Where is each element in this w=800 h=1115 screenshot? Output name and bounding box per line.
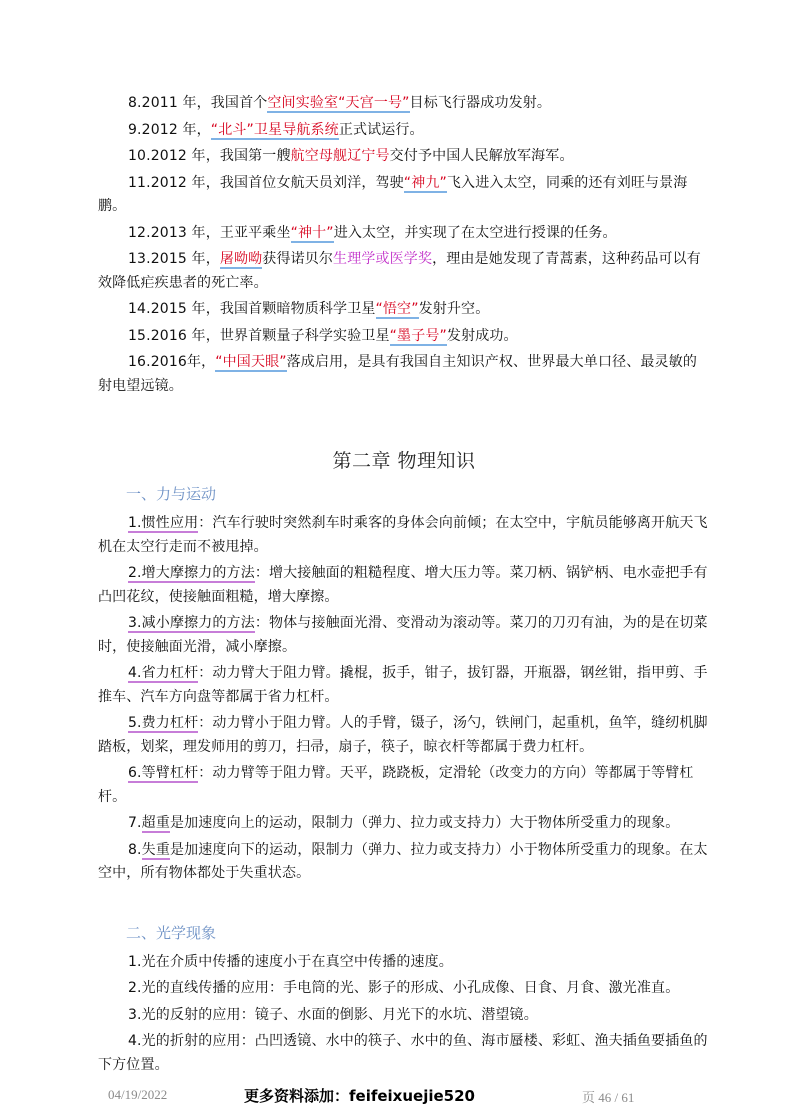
paragraph-m7 <box>98 812 710 836</box>
paragraph-m4 <box>98 662 710 709</box>
highlight-text: “天宫一号” <box>338 95 410 111</box>
text-segment: 交付予中国人民解放军海军。 <box>389 148 574 164</box>
paragraph-m1 <box>98 512 710 559</box>
highlight-text: 3.减小摩擦力的方法 <box>128 615 255 631</box>
highlight-text: 生理学或医学奖 <box>333 251 433 267</box>
highlight-text: 空间实验室 <box>267 95 339 111</box>
text-segment: 正式试运行。 <box>338 121 424 138</box>
text-segment: 9.2012 年， <box>128 121 211 138</box>
page-footer <box>0 1085 800 1107</box>
text-segment: ，理由是她发现了青蒿素，这种药品可以有效降低疟疾患者的死亡率。 <box>98 251 701 291</box>
text-segment: 1.光在介质中传播的速度小于在真空中传播的速度。 <box>128 953 453 970</box>
text-segment: ：动力臂等于阻力臂。天平，跷跷板，定滑轮（改变力的方向）等都属于等臂杠杆。 <box>98 765 694 805</box>
text-segment: 进入太空，并实现了在太空进行授课的任务。 <box>333 224 617 241</box>
text-segment: 11.2012 年，我国首位女航天员刘洋，驾驶 <box>128 174 404 191</box>
text-segment: 飞入进入太空，同乘的还有刘旺与景海鹏。 <box>98 174 688 214</box>
highlight-text: “神十” <box>290 224 334 241</box>
paragraph-p15 <box>98 325 710 349</box>
text-segment: 目标飞行器成功发射。 <box>409 95 552 111</box>
paragraph-m3 <box>98 612 710 659</box>
highlight-text: 屠呦呦 <box>219 251 263 267</box>
paragraph-p10 <box>98 145 710 169</box>
paragraph-m2 <box>98 562 710 609</box>
paragraph-m5 <box>98 712 710 759</box>
highlight-text: 航空母舰辽宁号 <box>290 148 390 164</box>
text-segment: 8.2011 年，我国首个 <box>128 95 268 111</box>
paragraph-o4 <box>98 1030 710 1077</box>
optics-list <box>98 951 710 1078</box>
highlight-text: “北斗”卫星导航系统 <box>210 121 339 138</box>
text-segment: 发射升空。 <box>418 301 490 317</box>
highlight-text: “悟空” <box>375 301 419 317</box>
highlight-text: 4.省力杠杆 <box>128 665 199 681</box>
highlight-text: 6.等臂杠杆 <box>128 765 199 781</box>
paragraph-p11 <box>98 172 710 219</box>
paragraph-o1 <box>98 951 710 975</box>
highlight-text: 失重 <box>141 841 170 858</box>
chapter-title: 第二章 物理知识 <box>332 450 476 472</box>
text-segment: 发射成功。 <box>446 327 518 344</box>
section-title-optics: 二、光学现象 <box>126 923 217 942</box>
highlight-text: 5.费力杠杆 <box>128 715 199 731</box>
text-segment: 10.2012 年，我国第一艘 <box>128 148 291 164</box>
footer-page-number: 页 46 / 61 <box>582 1090 635 1105</box>
footer-date: 04/19/2022 <box>108 1087 168 1102</box>
text-segment: 14.2015 年，我国首颗暗物质科学卫星 <box>128 301 376 317</box>
paragraph-p12 <box>98 222 710 246</box>
highlight-text: 2.增大摩擦力的方法 <box>128 565 255 581</box>
text-segment: 8. <box>128 841 142 858</box>
text-segment: ：物体与接触面光滑、变滑动为滚动等。菜刀的刀刃有油，为的是在切菜时，使接触面光滑，减小摩擦。 <box>98 615 708 655</box>
text-segment: 是加速度向上的运动，限制力（弹力、拉力或支持力）大于物体所受重力的现象。 <box>169 815 680 831</box>
text-segment: ：汽车行驶时突然刹车时乘客的身体会向前倾；在太空中，宇航员能够离开航天飞机在太空行走而不被甩掉。 <box>98 515 708 555</box>
text-segment: ：动力臂小于阻力臂。人的手臂，镊子，汤勺，铁闸门，起重机，鱼竿，缝纫机脚踏板，划桨，理发师用的剪刀，扫帚，扇子，筷子，晾衣杆等都属于费力杠杆。 <box>98 715 708 755</box>
footer-ad: 更多资料添加：feifeixuejie520 <box>244 1087 475 1105</box>
text-segment: ：增大接触面的粗糙程度、增大压力等。菜刀柄、锅铲柄、电水壶把手有凸凹花纹，使接触面粗糙，增大摩擦。 <box>98 565 708 605</box>
text-segment: 13.2015 年， <box>128 251 220 267</box>
paragraph-p9 <box>98 119 710 143</box>
paragraph-p8 <box>98 92 710 116</box>
text-segment: 15.2016 年，世界首颗量子科学实验卫星 <box>128 327 390 344</box>
highlight-text: 超重 <box>141 815 170 831</box>
text-segment: 7. <box>128 815 142 831</box>
text-segment: 落成启用，是具有我国自主知识产权、世界最大单口径、最灵敏的射电望远镜。 <box>98 354 698 394</box>
highlight-text: 1.惯性应用 <box>128 515 199 531</box>
highlight-text: “中国天眼” <box>215 354 287 370</box>
mechanics-list <box>98 512 710 886</box>
highlight-text: “神九” <box>403 174 447 191</box>
text-segment: ：动力臂大于阻力臂。撬棍，扳手，钳子，拔钉器，开瓶器，钢丝钳，指甲剪、手推车、汽车方向盘等都属于省力杠杆。 <box>98 665 708 705</box>
paragraph-p14 <box>98 298 710 322</box>
text-segment: 2.光的直线传播的应用：手电筒的光、影子的形成、小孔成像、日食、月食、激光准直。 <box>128 980 680 996</box>
highlight-text: “墨子号” <box>389 327 447 344</box>
paragraph-o2 <box>98 977 710 1001</box>
paragraph-p13 <box>98 248 710 295</box>
paragraph-m8 <box>98 839 710 886</box>
paragraph-o3 <box>98 1004 710 1028</box>
paragraph-p16 <box>98 351 710 398</box>
section-title-mechanics: 一、力与运动 <box>126 485 217 503</box>
text-segment: 4.光的折射的应用：凸凹透镜、水中的筷子、水中的鱼、海市蜃楼、彩虹、渔夫插鱼要插鱼的下方位置。 <box>98 1033 708 1073</box>
text-segment: 是加速度向下的运动，限制力（弹力、拉力或支持力）小于物体所受重力的现象。在太空中，所有物体都处于失重状态。 <box>98 841 708 881</box>
text-segment: 12.2013 年，王亚平乘坐 <box>128 224 291 241</box>
text-segment: 获得诺贝尔 <box>262 251 334 267</box>
events-list <box>98 92 710 398</box>
text-segment: 3.光的反射的应用：镜子、水面的倒影、月光下的水坑、潜望镜。 <box>128 1006 538 1023</box>
text-segment: 16.2016年， <box>128 354 216 370</box>
paragraph-m6 <box>98 762 710 809</box>
page-content <box>98 92 710 1080</box>
